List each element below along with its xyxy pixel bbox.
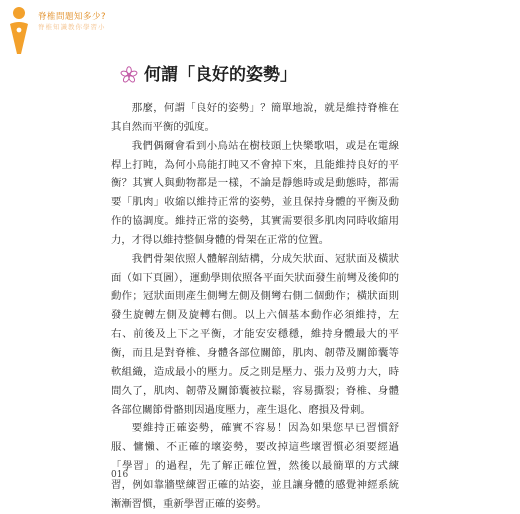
section-title: 何謂「良好的姿勢」 <box>144 65 297 85</box>
paragraph: 那麼，何謂「良好的姿勢」？簡單地說，就是維持脊椎在其自然而平衡的弧度。 <box>111 102 399 133</box>
page-number: 016 <box>111 470 129 480</box>
person-pin-icon <box>4 4 34 60</box>
paragraph: 要維持正確姿勢，確實不容易！因為如果您早已習慣舒服、慵懶、不正確的壞姿勢，要改掉這些壞習慣必須要經過「學習」的過程，先了解正確位置，然後以最簡單的方式練習，例如靠牆壁練習正確的站姿，並且讓身體的感覺神經系統漸漸習慣，重新學習正確的姿勢。 <box>111 422 399 510</box>
header-subtitle: 脊椎知識教你學習小 <box>38 23 106 31</box>
paragraph: 我們偶爾會看到小鳥站在樹枝頭上快樂歌唱，或是在電線桿上打盹，為何小鳥能打盹又不會掉下來，且能維持良好的平衡？其實人與動物都是一樣，不論是靜態時或是動態時，都需要「肌肉」收縮以維持正常的姿勢，並且保持身體的平衡及動作的協調度。維持正常的姿勢，其實需要很多肌肉同時收縮用力，才得以維持整個身體的骨架在正常的位置。 <box>111 139 399 246</box>
flower-icon <box>120 66 138 88</box>
header-title: 脊椎問題知多少? <box>38 12 107 22</box>
body-text <box>111 99 399 514</box>
paragraph: 我們骨架依照人體解剖結構，分成矢狀面、冠狀面及橫狀面（如下頁圖），運動學則依照各平面矢狀面發生前彎及後仰的動作；冠狀面則產生側彎左側及側彎右側二個動作；橫狀面則發生旋轉左側及旋轉右側。以上六個基本動作必須維持，左右、前後及上下之平衡，才能安安穩穩，維持身體最大的平衡，而且是對脊椎、身體各部位關節，肌肉、韌帶及關節囊等軟組織，造成最小的壓力。反之則是壓力、張力及剪力大，時間久了，肌肉、韌帶及關節囊被拉鬆，容易撕裂；脊椎、身體各部位關節骨骼則因過度壓力，產生退化、磨損及骨刺。 <box>111 252 399 416</box>
